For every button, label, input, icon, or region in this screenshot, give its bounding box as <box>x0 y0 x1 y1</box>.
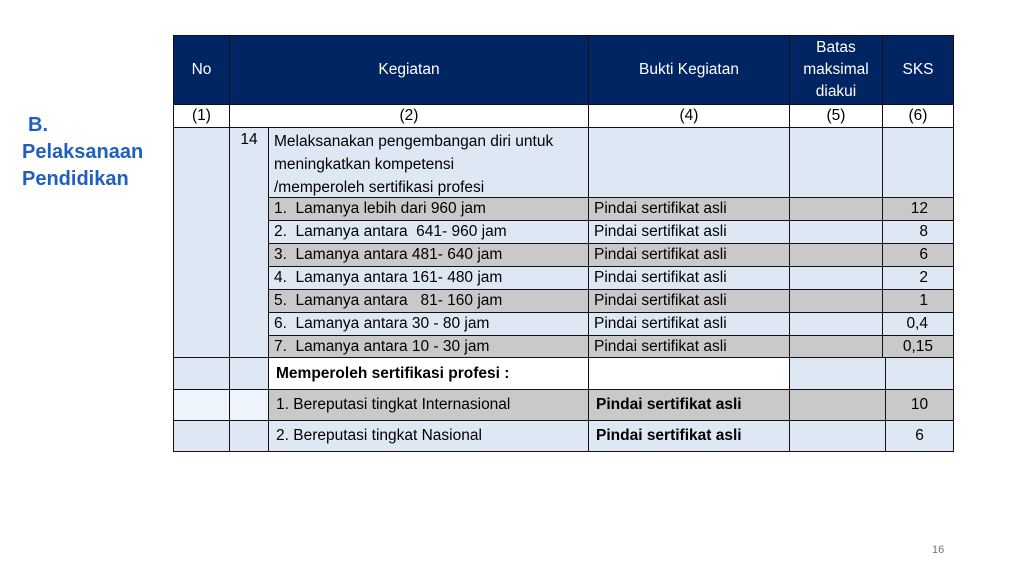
item-title-line2: meningkatkan kompetensi <box>274 156 455 173</box>
table-row-sks: 6 <box>882 243 954 267</box>
header-no: No <box>173 35 230 105</box>
item-bukti-blank <box>588 127 790 198</box>
colnum-2: (2) <box>229 104 589 128</box>
item-title-line3: /memperoleh sertifikasi profesi <box>274 179 485 196</box>
table-row-bukti: Pindai sertifikat asli <box>588 266 790 290</box>
table-row-sks: 8 <box>882 220 954 244</box>
colnum-1: (1) <box>173 104 230 128</box>
cert-row-sub <box>229 389 269 421</box>
cert-row-bukti: Pindai sertifikat asli <box>588 420 790 452</box>
table-row-bukti: Pindai sertifikat asli <box>588 289 790 313</box>
item-merged-blank <box>173 127 230 358</box>
table-row-batas <box>789 243 883 267</box>
cert-row-sub <box>229 420 269 452</box>
table-row-kegiatan: 7. Lamanya antara 10 - 30 jam <box>268 335 589 358</box>
cert-heading-batas <box>789 357 886 390</box>
header-sks: SKS <box>882 35 954 105</box>
table-row-kegiatan: 3. Lamanya antara 481- 640 jam <box>268 243 589 267</box>
cert-heading-sks <box>885 357 954 390</box>
item-title-line1: Melaksanakan pengembangan diri untuk <box>274 133 554 150</box>
section-title-letter: B. <box>28 114 48 136</box>
page-number: 16 <box>932 544 945 556</box>
item-title <box>268 127 589 198</box>
section-title-line3: Pendidikan <box>22 168 129 190</box>
table-row-batas <box>789 335 883 358</box>
table-row-kegiatan: 2. Lamanya antara 641- 960 jam <box>268 220 589 244</box>
cert-row-batas <box>789 420 886 452</box>
header-batas: Batas maksimal diakui <box>789 35 883 105</box>
table-row-batas <box>789 220 883 244</box>
table-row-kegiatan: 4. Lamanya antara 161- 480 jam <box>268 266 589 290</box>
cert-heading-sub <box>229 357 269 390</box>
colnum-4: (4) <box>588 104 790 128</box>
table-row-batas <box>789 312 883 336</box>
table-row-batas <box>789 266 883 290</box>
table-row-bukti: Pindai sertifikat asli <box>588 243 790 267</box>
item-sks-blank <box>882 127 954 198</box>
table-row-bukti: Pindai sertifikat asli <box>588 312 790 336</box>
table-row-sks: 0,15 <box>882 335 954 358</box>
cert-row-kegiatan: 2. Bereputasi tingkat Nasional <box>268 420 589 452</box>
section-title <box>22 112 143 193</box>
cert-row-no <box>173 420 230 452</box>
table-row-bukti: Pindai sertifikat asli <box>588 220 790 244</box>
section-title-line2: Pelaksanaan <box>22 141 144 163</box>
cert-row-kegiatan: 1. Bereputasi tingkat Internasional <box>268 389 589 421</box>
table-row-sks: 0,4 <box>882 312 954 336</box>
table-row-sks: 1 <box>882 289 954 313</box>
colnum-6: (6) <box>882 104 954 128</box>
header-bukti: Bukti Kegiatan <box>588 35 790 105</box>
cert-heading: Memperoleh sertifikasi profesi : <box>268 357 589 390</box>
table-row-kegiatan: 5. Lamanya antara 81- 160 jam <box>268 289 589 313</box>
cert-heading-bukti <box>588 357 790 390</box>
table-row-kegiatan: 6. Lamanya antara 30 - 80 jam <box>268 312 589 336</box>
item-number: 14 <box>229 127 269 358</box>
colnum-5: (5) <box>789 104 883 128</box>
table-row-batas <box>789 289 883 313</box>
cert-row-bukti: Pindai sertifikat asli <box>588 389 790 421</box>
cert-heading-no <box>173 357 230 390</box>
cert-row-sks: 10 <box>885 389 954 421</box>
table-row-batas <box>789 197 883 221</box>
table-row-bukti: Pindai sertifikat asli <box>588 197 790 221</box>
header-kegiatan: Kegiatan <box>229 35 589 105</box>
cert-row-sks: 6 <box>885 420 954 452</box>
cert-row-batas <box>789 389 886 421</box>
item-batas-blank <box>789 127 883 198</box>
table-row-sks: 2 <box>882 266 954 290</box>
table-row-bukti: Pindai sertifikat asli <box>588 335 790 358</box>
table-row-sks: 12 <box>882 197 954 221</box>
cert-row-no <box>173 389 230 421</box>
table-row-kegiatan: 1. Lamanya lebih dari 960 jam <box>268 197 589 221</box>
